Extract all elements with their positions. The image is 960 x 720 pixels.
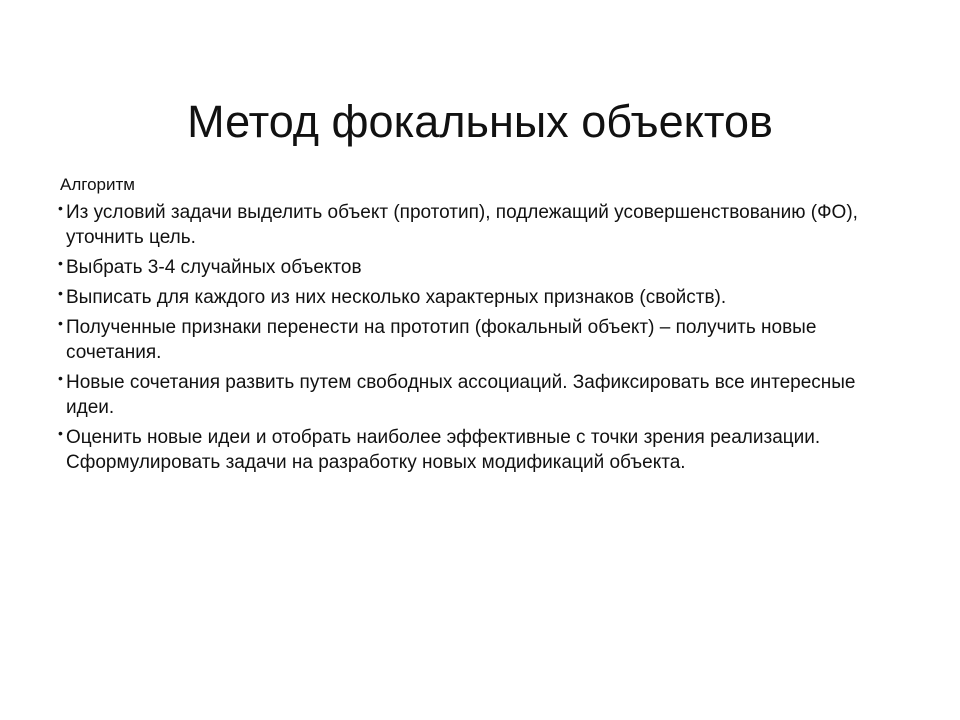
bullet-icon: •	[58, 285, 63, 301]
algorithm-step	[58, 315, 908, 365]
intro-label: Алгоритм	[60, 175, 135, 194]
bullet-icon: •	[58, 200, 63, 216]
algorithm-step-text: Выбрать 3-4 случайных объектов	[66, 257, 362, 278]
algorithm-step	[58, 370, 908, 420]
algorithm-step-text: Новые сочетания развить путем свободных ассоциаций. Зафиксировать все интересные идеи.	[66, 372, 856, 418]
algorithm-steps-list	[58, 200, 908, 475]
slide-title: Метод фокальных объектов	[187, 96, 773, 148]
algorithm-step-text: Оценить новые идеи и отобрать наиболее эффективные с точки зрения реализации. Сформулировать задачи на разработку новых модификаций объекта.	[66, 427, 821, 473]
algorithm-step	[58, 425, 908, 475]
algorithm-step-text: Из условий задачи выделить объект (прототип), подлежащий усовершенствованию (ФО), уточнить цель.	[66, 202, 858, 248]
bullet-icon: •	[58, 315, 63, 331]
bullet-icon: •	[58, 255, 63, 271]
algorithm-step	[58, 285, 908, 310]
bullet-icon: •	[58, 370, 63, 386]
algorithm-step-text: Полученные признаки перенести на прототип (фокальный объект) – получить новые сочетания.	[66, 317, 817, 363]
algorithm-step-text: Выписать для каждого из них несколько характерных признаков (свойств).	[66, 287, 727, 308]
bullet-icon: •	[58, 425, 63, 441]
algorithm-step	[58, 200, 908, 250]
algorithm-step	[58, 255, 908, 280]
slide-body	[58, 174, 908, 480]
